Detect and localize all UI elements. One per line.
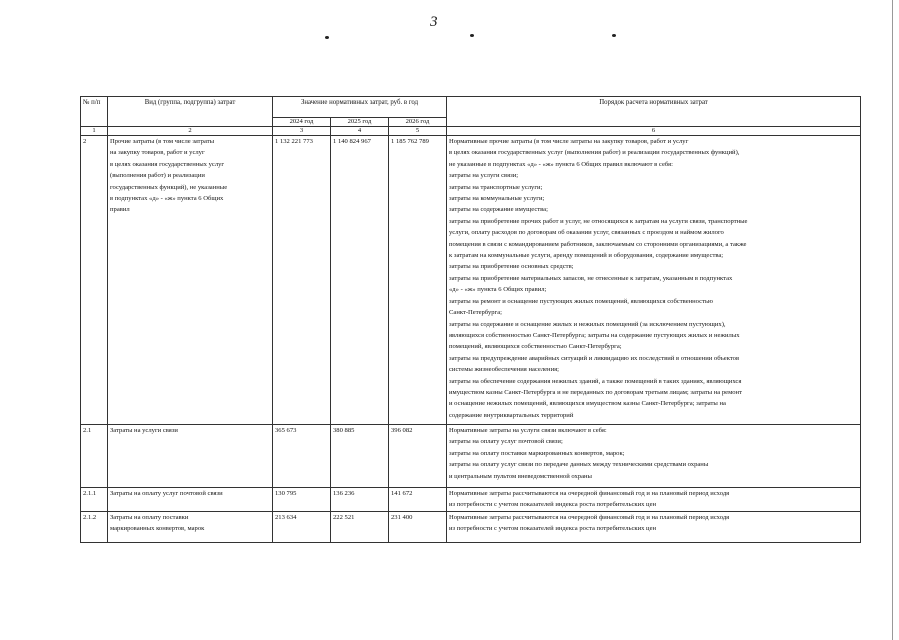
value-2024: 1 132 221 773 — [273, 136, 331, 425]
row-order-line: затраты на приобретение материальных запасов, не отнесенные к затратам, указанным в подпунктах — [449, 274, 733, 282]
header-order: Порядок расчета нормативных затрат — [447, 97, 861, 127]
col-number: 6 — [447, 127, 861, 136]
row-order-line: затраты на коммунальные услуги; — [449, 195, 545, 203]
scan-speck — [325, 36, 329, 39]
row-order-line: помещений, являющихся собственностью Санкт-Петербурга; — [449, 343, 622, 351]
row-kind-line: Затраты на оплату услуг почтовой связи — [110, 490, 223, 497]
col-number: 5 — [389, 127, 447, 136]
row-kind-line: Прочие затраты (в том числе затраты — [110, 138, 215, 145]
header-row — [81, 97, 861, 118]
row-order — [447, 425, 861, 488]
column-numbers-row — [81, 127, 861, 136]
row-order-line: Нормативные затраты рассчитываются на очередной финансовый год и на плановый период исходя — [449, 490, 730, 497]
norm-costs-table — [80, 96, 861, 543]
row-order-line: не указанные в подпунктах «д» - «ж» пункта 6 Общих правил включают в себя: — [449, 160, 673, 168]
value-2026: 141 672 — [389, 488, 447, 512]
header-year-2025: 2025 год — [331, 118, 389, 127]
row-kind-line: маркированных конвертов, марок — [110, 525, 205, 533]
scan-edge-line — [892, 0, 893, 640]
row-number: 2.1.2 — [81, 511, 108, 542]
table-row — [81, 425, 861, 488]
value-2024: 365 673 — [273, 425, 331, 488]
row-order-line: затраты на транспортные услуги; — [449, 183, 543, 191]
value-2025: 136 236 — [331, 488, 389, 512]
table-row — [81, 511, 861, 542]
value-2025: 222 521 — [331, 511, 389, 542]
col-number: 3 — [273, 127, 331, 136]
row-order-line: затраты на приобретение основных средств; — [449, 263, 574, 271]
scan-speck — [612, 34, 616, 37]
row-order-line: имуществом казны Санкт-Петербурга и не переданных по договорам третьим лицам; затраты на ремонт — [449, 388, 742, 396]
row-kind-line: правил — [110, 206, 130, 214]
value-2024: 130 795 — [273, 488, 331, 512]
row-order-line: Нормативные затраты на услуги связи включают в себя: — [449, 427, 607, 434]
row-order-line: затраты на оплату услуг почтовой связи; — [449, 438, 563, 446]
header-kind: Вид (группа, подгруппа) затрат — [108, 97, 273, 127]
header-norm-value: Значение нормативных затрат, руб. в год — [273, 97, 447, 118]
row-order-line: затраты на предупреждение аварийных ситуаций и ликвидацию их последствий в отношении объектов — [449, 354, 740, 362]
row-order-line: затраты на содержание имущества; — [449, 206, 548, 214]
row-kind-line: Затраты на оплату поставки — [110, 513, 189, 521]
row-order-line: и центральным пультом вневедомственной охраны — [449, 472, 592, 480]
row-order-line: затраты на оплату поставки маркированных конвертов, марок; — [449, 449, 625, 457]
row-number: 2 — [81, 136, 108, 425]
row-order — [447, 511, 861, 542]
row-kind-line: (выполнения работ) и реализации — [110, 172, 205, 180]
row-order-line: Нормативные затраты рассчитываются на очередной финансовый год и на плановый период исходя — [449, 513, 730, 521]
row-kind-line: в целях оказания государственных услуг — [110, 160, 225, 168]
header-year-2024: 2024 год — [273, 118, 331, 127]
row-order-line: затраты на обеспечение содержания нежилых зданий, а также помещений в таких зданиях, являющихся — [449, 377, 742, 385]
row-kind — [108, 425, 273, 488]
col-number: 1 — [81, 127, 108, 136]
header-num: № п/п — [81, 97, 108, 127]
row-order-line: услуги, оплату расходов по договорам об оказании услуг, связанных с проездом и наймом жилого — [449, 229, 724, 237]
row-kind-line: государственных функций), не указанные — [110, 183, 228, 191]
row-order-line: в целях оказания государственных услуг (выполнения работ) и реализации государственных функций), — [449, 149, 740, 157]
row-order-line: затраты на содержание и оснащение жилых и нежилых помещений (за исключением пустующих), — [449, 320, 726, 328]
row-order-line: к затратам на коммунальные услуги, аренду помещений и оборудования, содержание имущества; — [449, 252, 724, 260]
value-2026: 231 400 — [389, 511, 447, 542]
row-kind-line: на закупку товаров, работ и услуг — [110, 149, 205, 157]
value-2026: 1 185 762 789 — [389, 136, 447, 425]
page-number: 3 — [430, 14, 438, 30]
row-order-line: являющихся собственностью Санкт-Петербурга; затраты на содержание пустующих жилых и нежилых — [449, 331, 740, 339]
row-order-line: Санкт-Петербурга; — [449, 309, 503, 317]
value-2024: 213 634 — [273, 511, 331, 542]
row-number: 2.1 — [81, 425, 108, 488]
row-number: 2.1.1 — [81, 488, 108, 512]
row-kind — [108, 511, 273, 542]
value-2025: 380 885 — [331, 425, 389, 488]
row-order-line: из потребности с учетом показателей индекса роста потребительских цен — [449, 501, 657, 509]
row-kind-line: в подпунктах «д» - «ж» пункта 6 Общих — [110, 195, 224, 203]
row-kind — [108, 136, 273, 425]
table-row — [81, 136, 861, 425]
row-order-line: затраты на приобретение прочих работ и услуг, не относящихся к затратам на услуги связи, транспортные — [449, 217, 748, 225]
col-number: 4 — [331, 127, 389, 136]
row-kind-line: Затраты на услуги связи — [110, 427, 178, 434]
row-order — [447, 136, 861, 425]
row-order-line: затраты на услуги связи; — [449, 172, 519, 180]
table-row — [81, 488, 861, 512]
row-order-line: «д» - «ж» пункта 6 Общих правил; — [449, 286, 547, 294]
row-order-line: Нормативные прочие затраты (в том числе затраты на закупку товаров, работ и услуг — [449, 138, 689, 145]
row-order-line: затраты на ремонт и оснащение пустующих жилых помещений, являющихся собственностью — [449, 297, 713, 305]
scan-speck — [470, 34, 474, 37]
row-order — [447, 488, 861, 512]
row-order-line: затраты на оплату услуг связи по передаче данных между техническими средствами охраны — [449, 461, 709, 469]
row-order-line: системы жизнеобеспечения населения; — [449, 366, 559, 374]
value-2026: 396 082 — [389, 425, 447, 488]
row-order-line: содержание внутриквартальных территорий — [449, 411, 574, 419]
row-kind — [108, 488, 273, 512]
value-2025: 1 140 824 967 — [331, 136, 389, 425]
row-order-line: и оснащение нежилых помещений, являющихся имуществом казны Санкт-Петербурга; затраты на — [449, 400, 726, 408]
header-year-2026: 2026 год — [389, 118, 447, 127]
row-order-line: из потребности с учетом показателей индекса роста потребительских цен — [449, 525, 657, 533]
col-number: 2 — [108, 127, 273, 136]
row-order-line: помещения в связи с командированием работников, заключаемым со сторонними организациями, а также — [449, 240, 747, 248]
